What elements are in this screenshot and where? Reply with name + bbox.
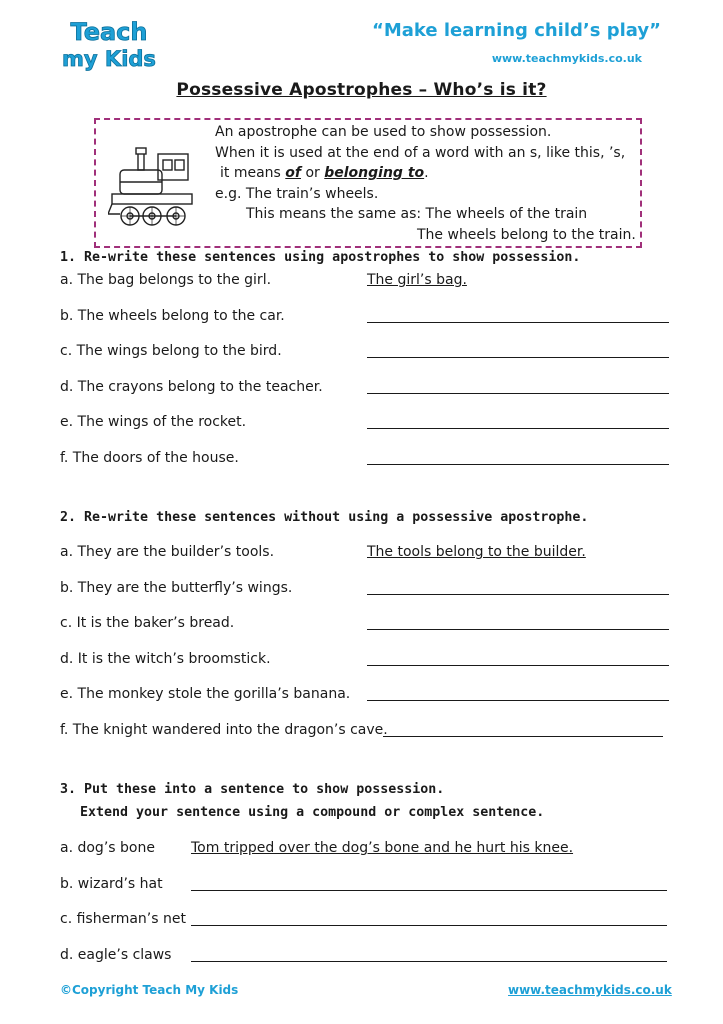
answer-line[interactable] xyxy=(367,322,669,323)
page-title: Possessive Apostrophes – Who’s is it? xyxy=(176,80,547,100)
info-line-3: it means of or belonging to. xyxy=(220,165,429,181)
section-3-example-answer: Tom tripped over the dog’s bone and he hurt his knee. xyxy=(191,840,574,856)
section-1-heading: 1. Re-write these sentences using apostrophes to show possession. xyxy=(60,250,581,265)
section-2-heading: 2. Re-write these sentences without using a possessive apostrophe. xyxy=(60,510,589,525)
footer-link[interactable]: www.teachmykids.co.uk xyxy=(508,983,672,997)
emphasis-of: of xyxy=(285,165,301,181)
header-url: www.teachmykids.co.uk xyxy=(491,52,642,65)
section-3-item-c: c. fisherman’s net xyxy=(60,911,186,927)
section-2-example-answer: The tools belong to the builder. xyxy=(367,544,586,560)
section-1-item-a: a. The bag belongs to the girl. xyxy=(60,272,272,288)
section-2-item-a: a. They are the builder’s tools. xyxy=(60,544,275,560)
info-example: e.g. The train’s wheels. xyxy=(215,186,379,202)
section-3-item-b: b. wizard’s hat xyxy=(60,876,163,892)
answer-line[interactable] xyxy=(367,393,669,394)
answer-line[interactable] xyxy=(367,665,669,666)
answer-line[interactable] xyxy=(367,464,669,465)
answer-line[interactable] xyxy=(367,629,669,630)
slogan: “Make learning child’s play” xyxy=(372,20,661,41)
footer-copyright: ©Copyright Teach My Kids xyxy=(60,983,239,997)
info-meaning-2: The wheels belong to the train. xyxy=(417,227,636,243)
answer-line[interactable] xyxy=(367,428,669,429)
section-1-item-c: c. The wings belong to the bird. xyxy=(60,343,282,359)
section-2-item-e: e. The monkey stole the gorilla’s banana. xyxy=(60,686,351,702)
train-illustration-icon xyxy=(108,138,200,230)
answer-line[interactable] xyxy=(367,700,669,701)
info-line-2: When it is used at the end of a word with an s, like this, ’s, xyxy=(215,145,626,161)
answer-line[interactable] xyxy=(191,890,667,891)
answer-line[interactable] xyxy=(367,357,669,358)
section-1-example-answer: The girl’s bag. xyxy=(367,272,467,288)
section-2-item-b: b. They are the butterfly’s wings. xyxy=(60,580,293,596)
section-2-item-d: d. It is the witch’s broomstick. xyxy=(60,651,271,667)
section-1-item-d: d. The crayons belong to the teacher. xyxy=(60,379,323,395)
info-meaning-1: This means the same as: The wheels of the train xyxy=(246,206,588,222)
info-line-1: An apostrophe can be used to show possession. xyxy=(215,124,552,140)
section-3-item-d: d. eagle’s claws xyxy=(60,947,172,963)
answer-line[interactable] xyxy=(383,736,663,737)
section-1-item-e: e. The wings of the rocket. xyxy=(60,414,247,430)
section-2-item-f: f. The knight wandered into the dragon’s cave. xyxy=(60,722,388,738)
logo-word-teach: Teach xyxy=(70,18,148,46)
section-1-item-f: f. The doors of the house. xyxy=(60,450,239,466)
answer-line[interactable] xyxy=(191,961,667,962)
section-3-item-a: a. dog’s bone xyxy=(60,840,155,856)
answer-line[interactable] xyxy=(191,925,667,926)
logo-word-mykids: my Kids xyxy=(62,47,156,71)
teach-my-kids-logo xyxy=(58,16,160,72)
section-2-item-c: c. It is the baker’s bread. xyxy=(60,615,235,631)
emphasis-belonging-to: belonging to xyxy=(324,165,425,181)
answer-line[interactable] xyxy=(367,594,669,595)
section-1-item-b: b. The wheels belong to the car. xyxy=(60,308,285,324)
section-3-heading-line-2: Extend your sentence using a compound or complex sentence. xyxy=(80,805,545,820)
section-3-heading-line-1: 3. Put these into a sentence to show possession. xyxy=(60,782,445,797)
